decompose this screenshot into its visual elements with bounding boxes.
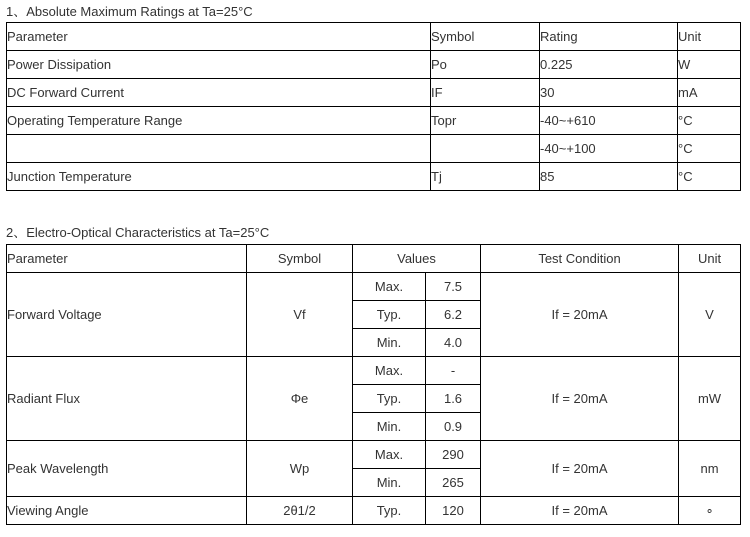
table-row — [7, 107, 741, 135]
cell-test-condition: If = 20mA — [481, 273, 679, 357]
section-1-title: 1、Absolute Maximum Ratings at Ta=25°C — [6, 4, 253, 19]
table-row — [7, 497, 741, 525]
cell-rating: 0.225 — [540, 51, 678, 79]
cell-parameter: Junction Temperature — [7, 163, 431, 191]
cell-value-label: Max. — [353, 441, 426, 469]
table-header-row — [7, 23, 741, 51]
cell-symbol: IF — [431, 79, 540, 107]
cell-value-label: Max. — [353, 273, 426, 301]
header-parameter: Parameter — [7, 245, 247, 273]
table-row — [7, 163, 741, 191]
cell-value-label: Min. — [353, 469, 426, 497]
cell-parameter: Power Dissipation — [7, 51, 431, 79]
header-values: Values — [353, 245, 481, 273]
cell-rating: -40~+100 — [540, 135, 678, 163]
cell-unit: V — [679, 273, 741, 357]
header-unit: Unit — [678, 23, 741, 51]
cell-unit: °C — [678, 163, 741, 191]
table-row — [7, 135, 741, 163]
cell-value: 0.9 — [426, 413, 481, 441]
absolute-maximum-ratings-table — [6, 22, 741, 191]
header-test-condition: Test Condition — [481, 245, 679, 273]
cell-test-condition: If = 20mA — [481, 357, 679, 441]
cell-unit: nm — [679, 441, 741, 497]
cell-value: - — [426, 357, 481, 385]
cell-unit: °C — [678, 107, 741, 135]
cell-value: 4.0 — [426, 329, 481, 357]
cell-parameter: Forward Voltage — [7, 273, 247, 357]
cell-symbol: Wp — [247, 441, 353, 497]
cell-parameter: Peak Wavelength — [7, 441, 247, 497]
cell-unit: mA — [678, 79, 741, 107]
cell-value-label: Typ. — [353, 385, 426, 413]
electro-optical-characteristics-table — [6, 244, 741, 525]
cell-parameter: Operating Temperature Range — [7, 107, 431, 135]
cell-unit: °C — [678, 135, 741, 163]
table-row — [7, 357, 741, 385]
cell-value-label: Min. — [353, 329, 426, 357]
cell-unit: ∘ — [679, 497, 741, 525]
cell-symbol: Vf — [247, 273, 353, 357]
cell-symbol: Φe — [247, 357, 353, 441]
table-header-row — [7, 245, 741, 273]
table-row — [7, 273, 741, 301]
header-unit: Unit — [679, 245, 741, 273]
cell-value-label: Max. — [353, 357, 426, 385]
cell-value-label: Typ. — [353, 301, 426, 329]
cell-symbol: Po — [431, 51, 540, 79]
header-parameter: Parameter — [7, 23, 431, 51]
cell-value: 120 — [426, 497, 481, 525]
cell-value: 290 — [426, 441, 481, 469]
cell-rating: 85 — [540, 163, 678, 191]
cell-unit: W — [678, 51, 741, 79]
table-row — [7, 441, 741, 469]
cell-test-condition: If = 20mA — [481, 497, 679, 525]
cell-value: 1.6 — [426, 385, 481, 413]
table-row — [7, 51, 741, 79]
cell-symbol: 2θ1/2 — [247, 497, 353, 525]
cell-value: 265 — [426, 469, 481, 497]
cell-value: 6.2 — [426, 301, 481, 329]
header-symbol: Symbol — [247, 245, 353, 273]
cell-symbol: Topr — [431, 107, 540, 135]
cell-test-condition: If = 20mA — [481, 441, 679, 497]
cell-unit: mW — [679, 357, 741, 441]
cell-symbol — [431, 135, 540, 163]
section-2-title: 2、Electro-Optical Characteristics at Ta=25°C — [6, 225, 270, 240]
cell-symbol: Tj — [431, 163, 540, 191]
cell-value-label: Typ. — [353, 497, 426, 525]
cell-rating: 30 — [540, 79, 678, 107]
header-rating: Rating — [540, 23, 678, 51]
table-row — [7, 79, 741, 107]
cell-rating: -40~+610 — [540, 107, 678, 135]
cell-parameter: Viewing Angle — [7, 497, 247, 525]
cell-value-label: Min. — [353, 413, 426, 441]
cell-parameter: Radiant Flux — [7, 357, 247, 441]
cell-parameter: DC Forward Current — [7, 79, 431, 107]
header-symbol: Symbol — [431, 23, 540, 51]
cell-value: 7.5 — [426, 273, 481, 301]
cell-parameter — [7, 135, 431, 163]
